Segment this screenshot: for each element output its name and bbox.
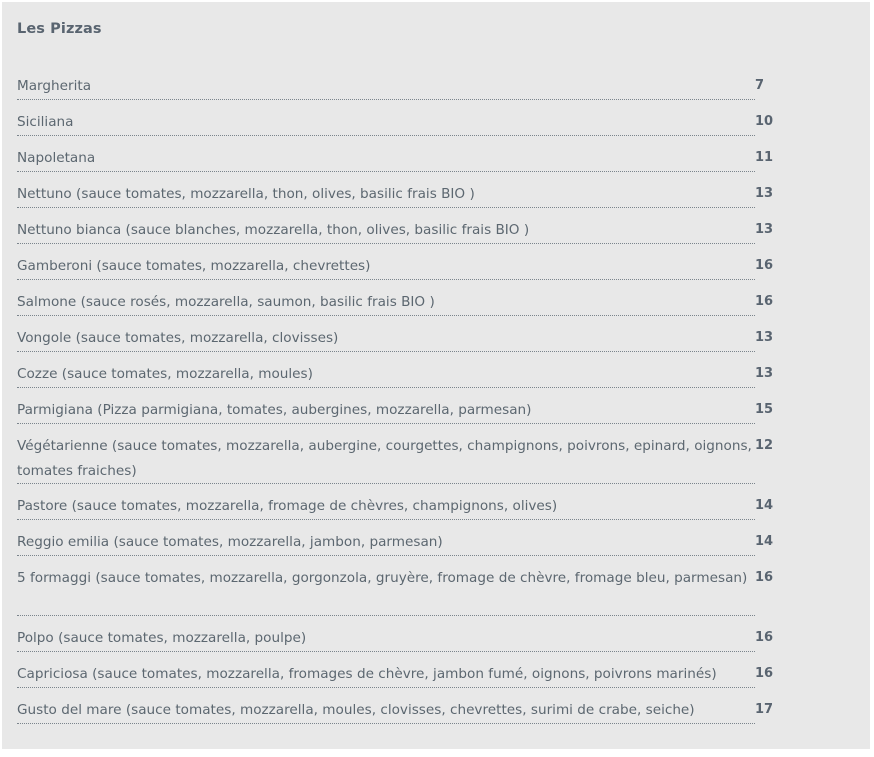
menu-item-price: 12 bbox=[755, 438, 774, 453]
menu-item-nettuno bbox=[17, 182, 774, 208]
menu-item-name: Végétarienne (sauce tomates, mozzarella, aubergine, courgettes, champignons, poivrons, epinard, oignons, tomates fraiches) bbox=[17, 434, 755, 484]
menu-item-name: Napoletana bbox=[17, 146, 755, 172]
menu-item-price: 11 bbox=[755, 150, 774, 165]
menu-item-name: Gamberoni (sauce tomates, mozzarella, chevrettes) bbox=[17, 254, 755, 280]
menu-item-name: Capriciosa (sauce tomates, mozzarella, fromages de chèvre, jambon fumé, oignons, poivrons marinés) bbox=[17, 662, 755, 688]
row-gap bbox=[17, 688, 774, 698]
row-gap bbox=[17, 484, 774, 494]
menu-item-name: Reggio emilia (sauce tomates, mozzarella, jambon, parmesan) bbox=[17, 530, 755, 556]
menu-item-price: 17 bbox=[755, 702, 774, 717]
menu-item-name: Parmigiana (Pizza parmigiana, tomates, aubergines, mozzarella, parmesan) bbox=[17, 398, 755, 424]
menu-item-polpo bbox=[17, 626, 774, 652]
section-title: Les Pizzas bbox=[17, 21, 102, 37]
menu-item-name: Cozze (sauce tomates, mozzarella, moules) bbox=[17, 362, 755, 388]
row-gap bbox=[17, 616, 774, 626]
row-gap bbox=[17, 352, 774, 362]
menu-item-name: Salmone (sauce rosés, mozzarella, saumon, basilic frais BIO ) bbox=[17, 290, 755, 316]
row-gap bbox=[17, 208, 774, 218]
row-gap bbox=[17, 316, 774, 326]
row-gap bbox=[17, 100, 774, 110]
menu-item-napoletana bbox=[17, 146, 774, 172]
row-gap bbox=[17, 520, 774, 530]
menu-item-cozze bbox=[17, 362, 774, 388]
menu-item-siciliana bbox=[17, 110, 774, 136]
menu-item-vegetarienne bbox=[17, 434, 774, 484]
menu-item-name: Vongole (sauce tomates, mozzarella, clovisses) bbox=[17, 326, 755, 352]
menu-item-nettuno-bianca bbox=[17, 218, 774, 244]
menu-item-price: 15 bbox=[755, 402, 774, 417]
menu-item-name: Margherita bbox=[17, 74, 755, 100]
menu-item-gamberoni bbox=[17, 254, 774, 280]
pizza-menu-list bbox=[17, 74, 774, 724]
menu-item-price: 16 bbox=[755, 570, 774, 585]
menu-item-gusto-del-mare bbox=[17, 698, 774, 724]
row-gap bbox=[17, 388, 774, 398]
menu-item-capriciosa bbox=[17, 662, 774, 688]
menu-item-price: 13 bbox=[755, 222, 774, 237]
menu-panel bbox=[2, 2, 870, 749]
menu-item-parmigiana bbox=[17, 398, 774, 424]
menu-item-name: Pastore (sauce tomates, mozzarella, fromage de chèvres, champignons, olives) bbox=[17, 494, 755, 520]
menu-item-price: 16 bbox=[755, 630, 774, 645]
menu-item-price: 14 bbox=[755, 498, 774, 513]
menu-item-vongole bbox=[17, 326, 774, 352]
menu-item-price: 16 bbox=[755, 258, 774, 273]
menu-item-margherita bbox=[17, 74, 774, 100]
row-gap bbox=[17, 556, 774, 566]
row-gap bbox=[17, 136, 774, 146]
menu-item-price: 13 bbox=[755, 330, 774, 345]
menu-item-name: Gusto del mare (sauce tomates, mozzarella, moules, clovisses, chevrettes, surimi de crabe, seiche) bbox=[17, 698, 755, 724]
row-gap bbox=[17, 280, 774, 290]
menu-item-reggio-emilia bbox=[17, 530, 774, 556]
menu-item-name: 5 formaggi (sauce tomates, mozzarella, gorgonzola, gruyère, fromage de chèvre, fromage bleu, parmesan) bbox=[17, 566, 755, 616]
menu-item-5-formaggi bbox=[17, 566, 774, 616]
menu-item-name: Nettuno (sauce tomates, mozzarella, thon, olives, basilic frais BIO ) bbox=[17, 182, 755, 208]
menu-item-price: 13 bbox=[755, 186, 774, 201]
menu-item-price: 16 bbox=[755, 294, 774, 309]
row-gap bbox=[17, 652, 774, 662]
menu-item-name: Siciliana bbox=[17, 110, 755, 136]
row-gap bbox=[17, 172, 774, 182]
menu-item-price: 14 bbox=[755, 534, 774, 549]
menu-item-name: Nettuno bianca (sauce blanches, mozzarella, thon, olives, basilic frais BIO ) bbox=[17, 218, 755, 244]
menu-item-price: 7 bbox=[755, 78, 765, 93]
menu-item-price: 16 bbox=[755, 666, 774, 681]
row-gap bbox=[17, 244, 774, 254]
menu-item-name: Polpo (sauce tomates, mozzarella, poulpe) bbox=[17, 626, 755, 652]
menu-item-price: 13 bbox=[755, 366, 774, 381]
menu-item-price: 10 bbox=[755, 114, 774, 129]
menu-item-salmone bbox=[17, 290, 774, 316]
row-gap bbox=[17, 424, 774, 434]
menu-item-pastore bbox=[17, 494, 774, 520]
